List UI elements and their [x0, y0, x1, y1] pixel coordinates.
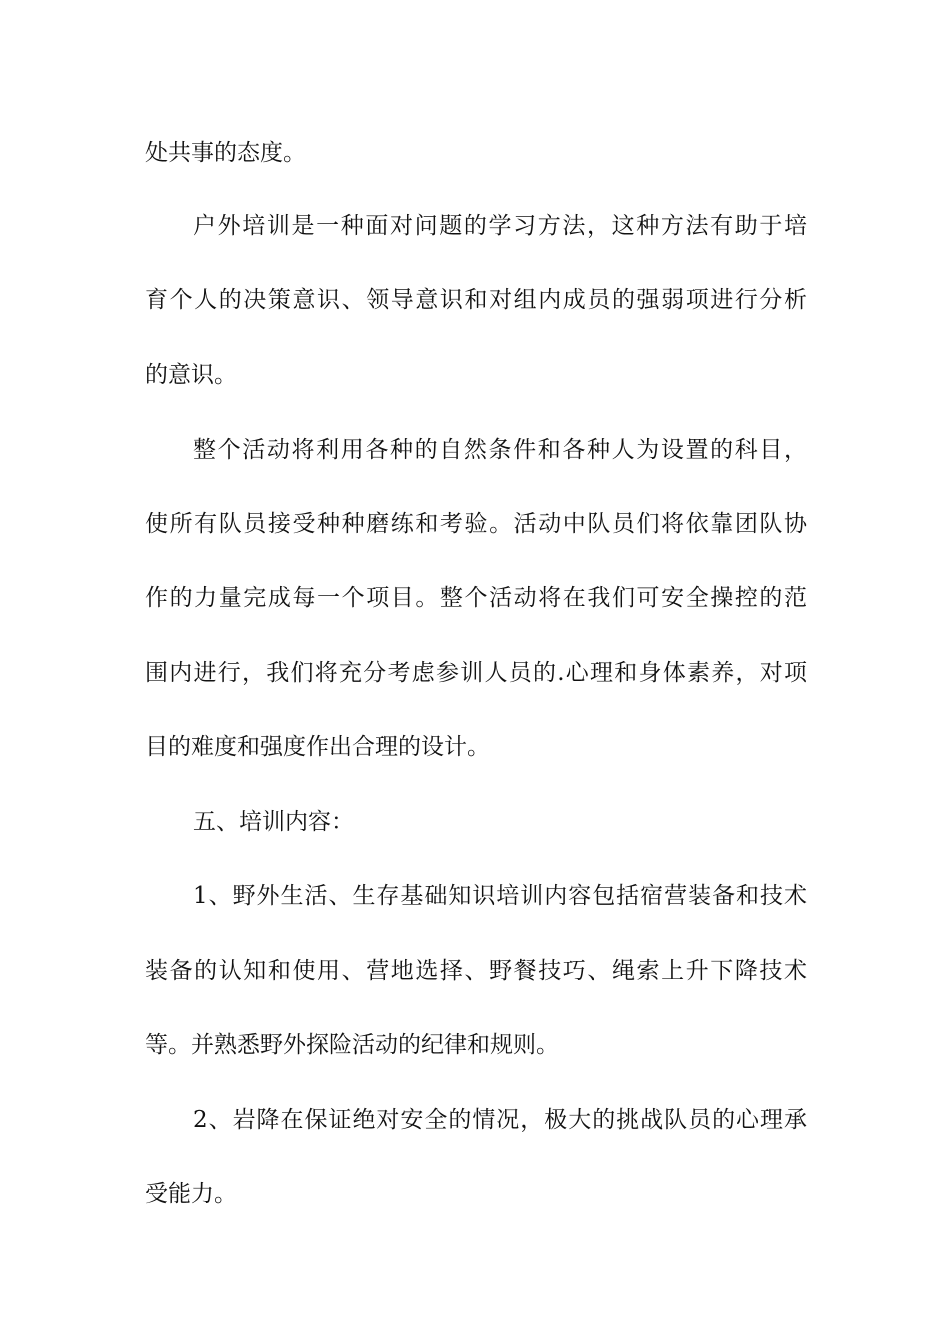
section-heading: 五、培训内容：	[193, 809, 354, 835]
paragraph-line: 等。并熟悉野外探险活动的纪律和规则。	[145, 1032, 559, 1058]
paragraph-line: 目的难度和强度作出合理的设计。	[145, 734, 490, 760]
paragraph-line: 育个人的决策意识、领导意识和对组内成员的强弱项进行分析	[145, 287, 807, 313]
paragraph-line: 整个活动将利用各种的自然条件和各种人为设置的科目，	[193, 437, 807, 463]
paragraph-line: 受能力。	[145, 1181, 237, 1207]
paragraph-line: 户外培训是一种面对问题的学习方法，这种方法有助于培	[193, 213, 807, 239]
paragraph-line: 围内进行，我们将充分考虑参训人员的.心理和身体素养，对项	[145, 660, 807, 686]
paragraph-line: 装备的认知和使用、营地选择、野餐技巧、绳索上升下降技术	[145, 958, 807, 984]
paragraph-line: 的意识。	[145, 362, 237, 388]
paragraph-line: 使所有队员接受种种磨练和考验。活动中队员们将依靠团队协	[145, 511, 807, 537]
paragraph-line: 1、野外生活、生存基础知识培训内容包括宿营装备和技术	[193, 883, 807, 909]
paragraph-line: 处共事的态度。	[145, 140, 306, 166]
paragraph-line: 2、岩降在保证绝对安全的情况，极大的挑战队员的心理承	[193, 1107, 807, 1133]
paragraph-line: 作的力量完成每一个项目。整个活动将在我们可安全操控的范	[145, 585, 807, 611]
